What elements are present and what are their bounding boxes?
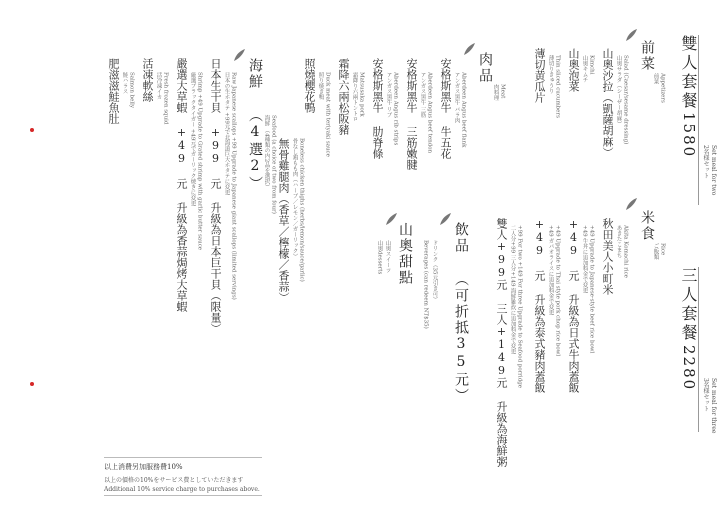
rice-item-2-jp: +49 牛丼に追加料金で変更	[581, 225, 588, 294]
meat-item-5: 照燒櫻花鴨	[303, 58, 316, 113]
rice-jp: ご飯類	[652, 243, 659, 260]
seafood-item-2-en: Raw Japanese scallops +99 Upgrade to Japanese giant scallops (limited servings)	[230, 72, 237, 300]
drinks-heading: 飲品 （可折抵35元）	[453, 222, 469, 404]
service-charge-notes	[104, 462, 274, 493]
meat-item-1-jp: アンガス黑牛 バラ肉	[453, 72, 460, 124]
rice-item-2: +49 元 升級為日式牛肉蓋飯	[567, 218, 580, 393]
service-charge-note-en: Additional 10% service charge to purchases above.	[104, 486, 260, 493]
set-three-price: 2280	[680, 345, 698, 392]
seafood-jp: 海鮮 （4種類の内2品を選択）	[263, 115, 270, 190]
seafood-item-4-jp: 活冷凍イカ	[155, 72, 162, 100]
appetizer-item-1-en: Salad (Caesar/sesame dressing)	[622, 55, 629, 145]
seafood-item-1-en: Boneless chicken thighs (herbs/lemon/sauce/garlic)	[298, 138, 305, 282]
drinks-jp: ドリンク（35元引き可）	[431, 240, 438, 302]
meat-item-4: 霜降六兩松阪豬	[337, 58, 350, 135]
meat-item-2: 安格斯黑牛 三筋嫩腱	[405, 58, 418, 170]
meat-item-5-en: Duck meat with teriyaki sauce	[324, 72, 331, 157]
appetizer-item-3: 薄切黄瓜片	[533, 48, 546, 103]
rice-item-3-en: +49 Upgrade to Thai style pork chop rice bowl	[554, 225, 561, 357]
service-charge-note-jp: 以上の價格の10%をサービス費としていただきます	[104, 477, 244, 484]
meat-item-1-en: Aberdeen Angus beef flank	[460, 72, 467, 148]
meat-item-3-en: Aberdeen Angus rib strips	[392, 72, 399, 146]
dessert-heading: 山奧甜點	[397, 222, 413, 286]
appetizer-item-2: 山奧泡菜	[567, 48, 580, 92]
set-two-price: 1580	[680, 112, 698, 159]
appetizer-item-1: 山奧沙拉（凱薩胡麻）	[601, 48, 614, 158]
rice-item-4-jp: 二人分+99 三人分+149 海鮮雑炊に追加料金で変更	[509, 225, 516, 355]
set-two-divider	[698, 35, 699, 205]
appetizer-item-3-jp: 薄切りきゅうり	[547, 55, 554, 94]
appetizer-item-2-jp: 山奧キムチ	[581, 55, 588, 83]
seafood-item-5-jp: 鮭ハラス	[121, 72, 128, 94]
seafood-item-4-en: Fresh frozen squid	[162, 72, 169, 125]
meat-item-5-jp: 照り焼き鴨	[317, 72, 324, 100]
rice-item-3: +49 元 升級為泰式豬肉蓋飯	[533, 218, 546, 393]
rice-item-1-en: Akita Komachi rice	[622, 225, 629, 278]
seafood-item-1: 無骨雞腿肉（香草／檸檬／香蒜）	[277, 138, 290, 303]
seafood-item-5-en: Salmon belly	[128, 72, 135, 109]
leaf-icon	[384, 212, 398, 226]
rice-heading: 米食	[639, 210, 655, 242]
seafood-item-1-jp: 骨なし鶏もも肉（ハーブ／レモン／ガーリック）	[291, 138, 298, 259]
leaf-icon	[438, 212, 452, 226]
rice-item-4-en: +99 For two +149 For three Upgrade to Seafood porridge	[516, 225, 523, 388]
seafood-item-3-jp: 厳選ブラックタイガー +49元でガーリック焼きに変更	[189, 72, 196, 207]
page-marker-top	[30, 128, 34, 132]
set-three-title: 三人套餐	[679, 267, 698, 343]
set-two-title: 雙人套餐	[679, 35, 698, 111]
rice-item-1: 秋田美人小町米	[601, 218, 614, 295]
meat-item-3: 安格斯黑牛 肋脊條	[371, 58, 384, 159]
page-marker-bottom	[30, 382, 34, 386]
dessert-en: 山奧desserts	[376, 240, 383, 275]
meat-item-4-jp: 霜降り六兩トントロ	[351, 72, 358, 122]
rice-item-1-jp: あきたこまち	[615, 225, 622, 258]
dessert-jp: 山奧スイーツ	[384, 240, 391, 273]
appetizer-item-1-jp: 山奧サラダ（シーザー胡麻）	[615, 55, 622, 127]
set-three-en: Set meal for three	[710, 378, 717, 434]
meat-jp: 肉料理	[492, 84, 499, 101]
rice-item-2-en: +49 Upgrade to Japanese-style beef rice bowl	[588, 225, 595, 354]
set-two-jp: 2名様セット	[702, 145, 709, 179]
leaf-icon	[624, 197, 638, 211]
set-three-divider	[698, 267, 699, 432]
seafood-item-3: 嚴選大草蝦 +49 元 升級為香蒜焗烤大草蝦	[175, 58, 188, 312]
meat-heading: 肉品	[477, 52, 493, 84]
set-three-jp: 3名様セット	[702, 378, 709, 412]
set-two-en: Set meal for two	[710, 145, 717, 196]
seafood-item-3-en: Shrimp +49 Upgrade to Grated shrimp with garlic butter sauce	[196, 72, 203, 251]
rice-item-4: 雙人+99元 三人+149元 升級為海鮮粥	[495, 218, 508, 467]
appetizer-item-3-en: Thin sliced cucumbers	[554, 55, 561, 118]
notes-bottom-rule	[104, 495, 262, 496]
appetizer-jp: 前菜	[652, 73, 659, 84]
leaf-icon	[462, 42, 476, 56]
leaf-icon	[232, 48, 246, 62]
seafood-heading: 海鮮 （4選2）	[247, 58, 263, 192]
seafood-item-4: 活凍軟絲	[141, 58, 154, 102]
meat-item-2-jp: アンガス黑牛 三筋	[419, 72, 426, 118]
meat-en: Meat	[499, 84, 506, 99]
drinks-en: Beverages (can redeem NT$35)	[422, 240, 429, 329]
seafood-item-5: 肥滋滋鮭魚肚	[107, 58, 120, 124]
seafood-item-2: 日本生干貝 +99 元 升級為日本巨干貝（限量）	[209, 58, 222, 334]
meat-item-1: 安格斯黑牛 牛五花	[439, 58, 452, 159]
meat-item-4-en: Matsusaka pork	[358, 72, 365, 117]
notes-top-rule	[104, 457, 262, 458]
service-charge-note-zh: 以上消費另加服務費10%	[104, 463, 183, 471]
meat-item-2-en: Aberdeen Angus beef tendon	[426, 72, 433, 154]
rice-item-3-jp: +49 ガパオライスに追加料金で変更	[547, 225, 554, 316]
appetizer-item-2-en: Kimchi	[588, 55, 595, 75]
meat-item-3-jp: アンガス黑牛 リブ	[385, 72, 392, 118]
leaf-icon	[624, 28, 638, 42]
appetizer-heading: 前菜	[639, 40, 655, 72]
appetizer-en: Appetizers	[659, 73, 666, 103]
seafood-item-2-jp: 日本の生ホタテ +99元で北海道巨大ホタテに変更	[223, 72, 230, 196]
rice-en: Rice	[659, 243, 666, 256]
seafood-en: Seafood (a choice of two from four)	[270, 115, 277, 214]
